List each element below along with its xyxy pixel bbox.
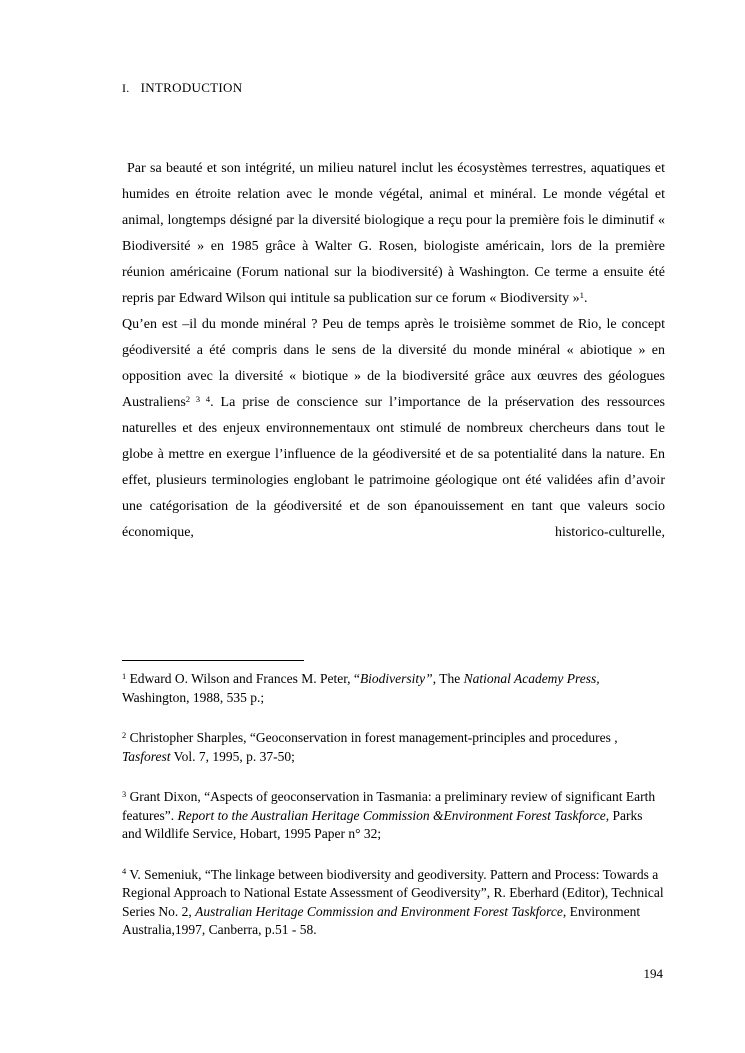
footnote-separator — [122, 660, 304, 661]
body-paragraph: Par sa beauté et son intégrité, un milieu naturel inclut les écosystèmes terrestres, aquatiques et humides en étroite relation avec le monde végétal, animal et minéral. Le monde végétal et animal, longtemps désigné par la diversité biologique a reçu pour la première fois le diminutif « Biodiversité » en 1985 grâce à Walter G. Rosen, biologiste américain, lors de la première réunion américaine (Forum national sur la biodiversité) à Washington. Ce terme a ensuite été repris par Edward Wilson qui intitule sa publication sur ce forum « Biodiversity »$^1$. — [122, 161, 665, 306]
footnote-section — [122, 660, 665, 962]
footnote: $^2$ Christopher Sharples, “Geoconservation in forest management-principles and procedures , Tasforest Vol. 7, 1995, p. 37-50; — [122, 730, 618, 764]
section-heading — [122, 80, 665, 96]
body-paragraph: Qu’en est –il du monde minéral ? Peu de temps après le troisième sommet de Rio, le concept géodiversité a été compris dans le sens de la diversité du monde minéral « abiotique » en opposition avec la diversité « biotique » de la biodiversité grâce aux œuvres des géologues Australiens$^{2 3 4}$. La prise de conscience sur l’importance de la préservation des ressources naturelles et des enjeux environnementaux ont stimulé de nombreux chercheurs dans tout le globe à mettre en exergue l’influence de la géodiversité et de sa potentialité dans la nature. En effet, plusieurs terminologies englobant le patrimoine géologique ont été validées afin d’avoir une catégorisation de la géodiversité et de son épanouissement en tant que valeurs socio économique, historico-culturelle, — [122, 317, 666, 540]
content-column — [122, 80, 665, 546]
heading-number: I. — [122, 81, 130, 95]
footnote: $^3$ Grant Dixon, “Aspects of geoconservation in Tasmania: a preliminary review of significant Earth features”. Report to the Australian Heritage Commission &Environment Forest Taskforce, Parks and Wildlife Service, Hobart, 1995 Paper n° 32; — [122, 789, 656, 841]
page-number: 194 — [643, 966, 663, 981]
heading-title: INTRODUCTION — [140, 80, 243, 95]
footnote: $^4$ V. Semeniuk, “The linkage between biodiversity and geodiversity. Pattern and Process: Towards a Regional Approach to National Estate Assessment of Geodiversity”, R. Eberhard (Editor), Technical Series No. 2, Australian Heritage Commission and Environment Forest Taskforce, Environment Australia,1997, Canberra, p.51 - 58. — [122, 866, 664, 937]
footnote: $^1$ Edward O. Wilson and Frances M. Peter, “Biodiversity”, The National Academy Press, Washington, 1988, 535 p.; — [122, 671, 600, 705]
